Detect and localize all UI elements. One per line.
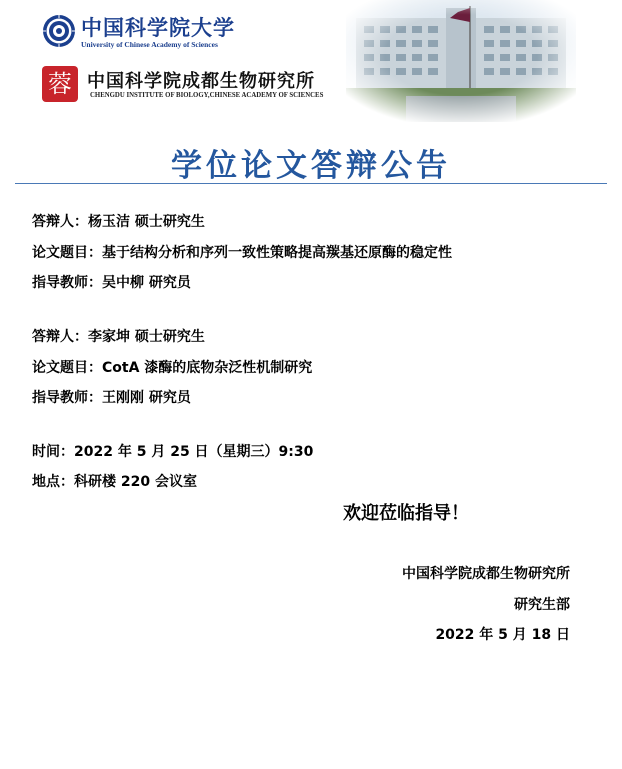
ucas-name-cn: 中国科学院大学 — [81, 15, 235, 40]
page-title: 学位论文答辩公告 — [171, 148, 451, 184]
defense-place: 地点：科研楼 220 会议室 — [32, 474, 197, 490]
welcome-message: 欢迎莅临指导！ — [343, 503, 469, 524]
cib-name-cn: 中国科学院成都生物研究所 — [87, 71, 315, 92]
defender-2: 答辩人：李家坤 硕士研究生 — [32, 329, 205, 345]
ucas-name-en: University of Chinese Academy of Sciences — [81, 40, 218, 49]
thesis-title-1: 论文题目：基于结构分析和序列一致性策略提高羰基还原酶的稳定性 — [32, 245, 452, 261]
defender-1: 答辩人：杨玉洁 硕士研究生 — [32, 214, 205, 230]
title-divider — [15, 183, 607, 184]
institute-building-image — [346, 0, 576, 122]
cib-seal-logo: 蓉 — [42, 66, 78, 102]
cib-name-en: CHENGDU INSTITUTE OF BIOLOGY,CHINESE ACADEMY OF SCIENCES — [90, 92, 324, 99]
signature-date: 2022 年 5 月 18 日 — [435, 627, 570, 643]
advisor-1: 指导教师：吴中柳 研究员 — [32, 275, 191, 291]
signature-department: 研究生部 — [514, 597, 570, 613]
ucas-logo-icon — [42, 14, 76, 48]
thesis-title-2: 论文题目：CotA 漆酶的底物杂泛性机制研究 — [32, 360, 313, 376]
advisor-2: 指导教师：王刚刚 研究员 — [32, 390, 191, 406]
signature-institute: 中国科学院成都生物研究所 — [402, 566, 570, 582]
defense-time: 时间：2022 年 5 月 25 日（星期三）9:30 — [32, 444, 314, 460]
